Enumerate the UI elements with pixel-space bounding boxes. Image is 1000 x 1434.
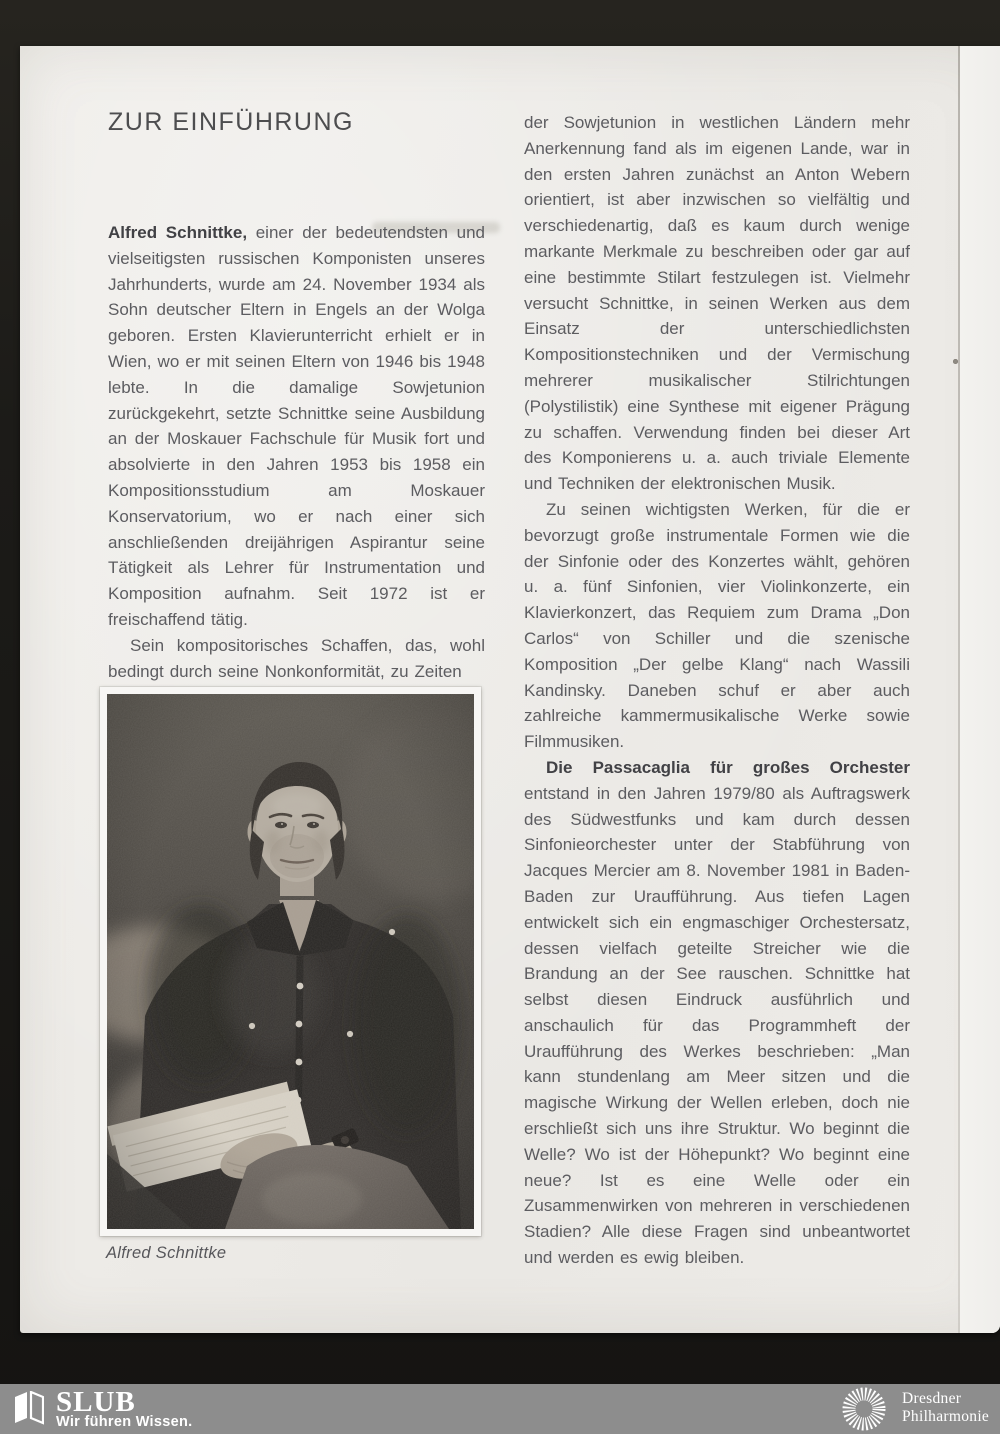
left-text-column: [108, 220, 485, 686]
bold-lead-passacaglia: Die Passacaglia für großes Orchester: [546, 757, 910, 777]
philharmonie-logo-text: [902, 1390, 989, 1426]
page-fold-strip: [960, 46, 1000, 1333]
page-title: ZUR EINFÜHRUNG: [108, 108, 354, 136]
right-text-column: [524, 110, 910, 1310]
slub-tagline: Wir führen Wissen.: [56, 1414, 193, 1430]
photo-caption: Alfred Schnittke: [106, 1244, 227, 1262]
page-fold-line: [958, 46, 960, 1333]
bleed-through-date-2: [320, 186, 508, 210]
portrait-photo-illustration: [107, 694, 474, 1229]
paragraph-oeuvre-continued: der Sowjetunion in westlichen Ländern mehr Anerkennung fand als im eigenen Lande, war in den ersten Jahren zunächst an Anton Webern orientiert, ist aber inzwischen so vielfältig und verschiedenartig, daß es kaum durch wenige markante Merkmale zu beschreiben oder gar auf eine bestimmte Stilart festzulegen ist. Vielmehr versucht Schnittke, in seinen Werken aus dem Einsatz der unterschiedlichsten Kompositionstechniken und der Vermischung mehrerer musikalischer Stilrichtungen (Polystilistik) eine Synthese mit eigener Prägung zu schaffen. Verwendung finden bei dieser Art des Komponierens u. a. auch triviale Elemente und Techniken der elektronischen Musik.: [524, 113, 910, 494]
slub-book-icon: [14, 1391, 44, 1425]
paragraph-oeuvre-start: Sein kompositorisches Schaffen, das, wohl bedingt durch seine Nonkonformität, zu Zeiten: [108, 635, 485, 681]
footer-branding-bar: [0, 1384, 1000, 1434]
philharmonie-line-2: Philharmonie: [902, 1408, 990, 1425]
paragraph-works: Zu seinen wichtigsten Werken, für die er bevorzugt große instrumentale Formen wie die der Sinfonie oder des Konzertes wählt, gehören u. a. fünf Sinfonien, vier Violinkonzerte, ein Klavierkonzert, das Requiem zum Drama „Don Carlos“ von Schiller und die szenische Komposition „Der gelbe Klang“ nach Wassili Kandinsky. Daneben schuf er aber auch zahlreiche kammermusikalische Werke sowie Filmmusiken.: [524, 499, 910, 752]
staple-hole: [953, 359, 958, 364]
slub-logo-text: SLUB: [56, 1386, 136, 1418]
document-page: [20, 46, 1000, 1333]
bleed-through-date-1: [320, 158, 520, 182]
paragraph-passacaglia: Die Passacaglia für großes Orchester entstand in den Jahren 1979/80 als Auftragswerk des Südwestfunks und kam durch dessen Sinfonieorchester unter der Stabführung von Jacques Mercier am 8. November 1981 in Baden-Baden zur Uraufführung. Aus tiefen Lagen entwickelt sich ein engmaschiger Orchestersatz, dessen vielfach geteilte Streicher wie die Brandung an der See rauschen. Schnittke hat selbst diesen Eindruck ausführlich und anschaulich für das Programmheft der Uraufführung des Werkes beschrieben: „Man kann stundenlang am Meer sitzen und die magische Wirkung der Wellen erleben, doch nie erschließt sich uns ihre Struktur. Wo beginnt die Welle? Wo ist der Höhepunkt? Wo beginnt eine neue? Ist es eine Welle oder ein Zusammenwirken von mehreren in verschiedenen Stadien? Alle diese Fragen sind unbeantwortet und werden es ewig bleiben.: [524, 757, 910, 1268]
paragraph-biography: Alfred Schnittke, einer der bedeutendsten und vielseitigsten russischen Komponisten unseres Jahrhunderts, wurde am 24. November 1934 als Sohn deutscher Eltern in Engels an der Wolga geboren. Ersten Klavierunterricht erhielt er in Wien, wo er mit seinen Eltern von 1946 bis 1948 lebte. In die damalige Sowjetunion zurückgekehrt, setzte Schnittke seine Ausbildung an der Moskauer Fachschule für Musik fort und absolvierte in den Jahren 1953 bis 1958 ein Kompositionsstudium am Moskauer Konservatorium, wo er nach einer sich anschließenden dreijährigen Aspirantur seine Tätigkeit als Lehrer für Instrumentation und Komposition aufnahm. Seit 1972 ist er freischaffend tätig.: [108, 223, 485, 629]
portrait-photo: [100, 687, 481, 1236]
bold-lead-name: Alfred Schnittke,: [108, 223, 248, 242]
philharmonie-starburst-icon: [840, 1385, 888, 1433]
philharmonie-line-1: Dresdner: [902, 1390, 962, 1407]
